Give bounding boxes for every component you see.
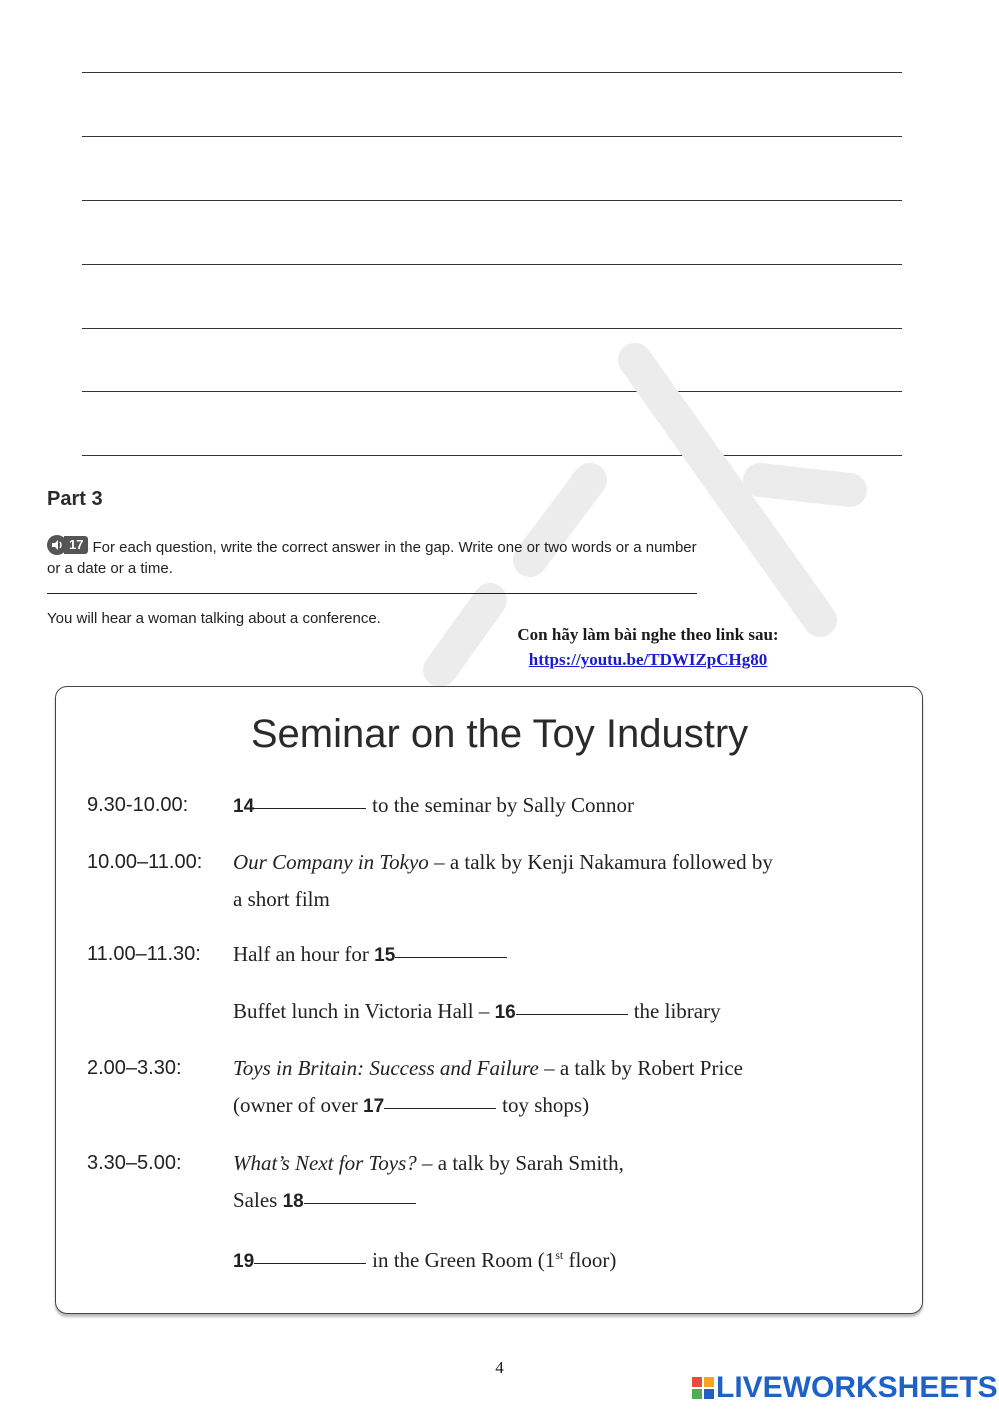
answer-blank-16[interactable]: [516, 1014, 628, 1015]
logo-squares-icon: [692, 1377, 714, 1399]
brand-name: LIVEWORKSHEETS: [716, 1371, 998, 1404]
row-time: 10.00–11.00:: [87, 851, 203, 873]
page-number: 4: [495, 1358, 504, 1377]
answer-blank-14[interactable]: [254, 808, 366, 809]
question-number: 19: [233, 1251, 255, 1272]
row-text: Half an hour for: [233, 942, 369, 966]
instructions: [47, 535, 707, 579]
question-number: 17: [363, 1096, 385, 1117]
row-text: Buffet lunch in Victoria Hall –: [233, 999, 490, 1023]
audio-track-badge[interactable]: [47, 535, 88, 555]
youtube-link[interactable]: https://youtu.be/TDWIZpCHg80: [528, 650, 768, 669]
answer-line[interactable]: [82, 391, 902, 392]
listening-note: [468, 622, 828, 672]
part-title: Part 3: [47, 488, 103, 510]
row-text: a short film: [233, 887, 330, 911]
row-text: – a talk by Robert Price: [544, 1056, 743, 1080]
answer-line[interactable]: [82, 328, 902, 329]
row-text: Sales: [233, 1188, 278, 1212]
context-text: You will hear a woman talking about a conference.: [47, 610, 381, 627]
question-number: 14: [233, 796, 255, 817]
row-text: – a talk by Sarah Smith,: [422, 1151, 624, 1175]
instruction-text: For each question, write the correct answer in the gap. Write one or two words or a number or a date or a time.: [47, 539, 697, 577]
answer-line[interactable]: [82, 72, 902, 73]
row-text: to the seminar by Sally Connor: [372, 793, 635, 817]
note-line: Con hãy làm bài nghe theo link sau:: [517, 625, 779, 644]
answer-line[interactable]: [82, 455, 902, 456]
row-time: 2.00–3.30:: [87, 1057, 182, 1079]
row-text: the library: [633, 999, 721, 1023]
row-text: in the Green Room (1: [372, 1248, 556, 1272]
answer-blank-19[interactable]: [254, 1263, 366, 1264]
question-number: 16: [494, 1002, 516, 1023]
liveworksheets-logo: [692, 1373, 998, 1403]
talk-title: What’s Next for Toys?: [233, 1151, 417, 1175]
divider: [47, 593, 697, 594]
row-text: – a talk by Kenji Nakamura followed by: [434, 850, 773, 874]
answer-line[interactable]: [82, 264, 902, 265]
answer-blank-18[interactable]: [304, 1203, 416, 1204]
answer-blank-15[interactable]: [395, 957, 507, 958]
seminar-title: Seminar on the Toy Industry: [250, 712, 749, 756]
track-number: 17: [64, 536, 88, 554]
row-text: (owner of over: [233, 1093, 358, 1117]
answer-line[interactable]: [82, 200, 902, 201]
row-time: 11.00–11.30:: [87, 943, 201, 965]
row-time: 3.30–5.00:: [87, 1152, 182, 1174]
question-number: 18: [282, 1191, 304, 1212]
row-text: floor): [563, 1248, 617, 1272]
ordinal-suffix: st: [555, 1248, 564, 1262]
talk-title: Our Company in Tokyo: [233, 850, 429, 874]
speaker-icon: [47, 535, 67, 555]
question-number: 15: [374, 945, 396, 966]
row-text: toy shops): [502, 1093, 590, 1117]
talk-title: Toys in Britain: Success and Failure: [233, 1056, 539, 1080]
row-time: 9.30-10.00:: [87, 794, 189, 816]
answer-blank-17[interactable]: [384, 1108, 496, 1109]
answer-line[interactable]: [82, 136, 902, 137]
